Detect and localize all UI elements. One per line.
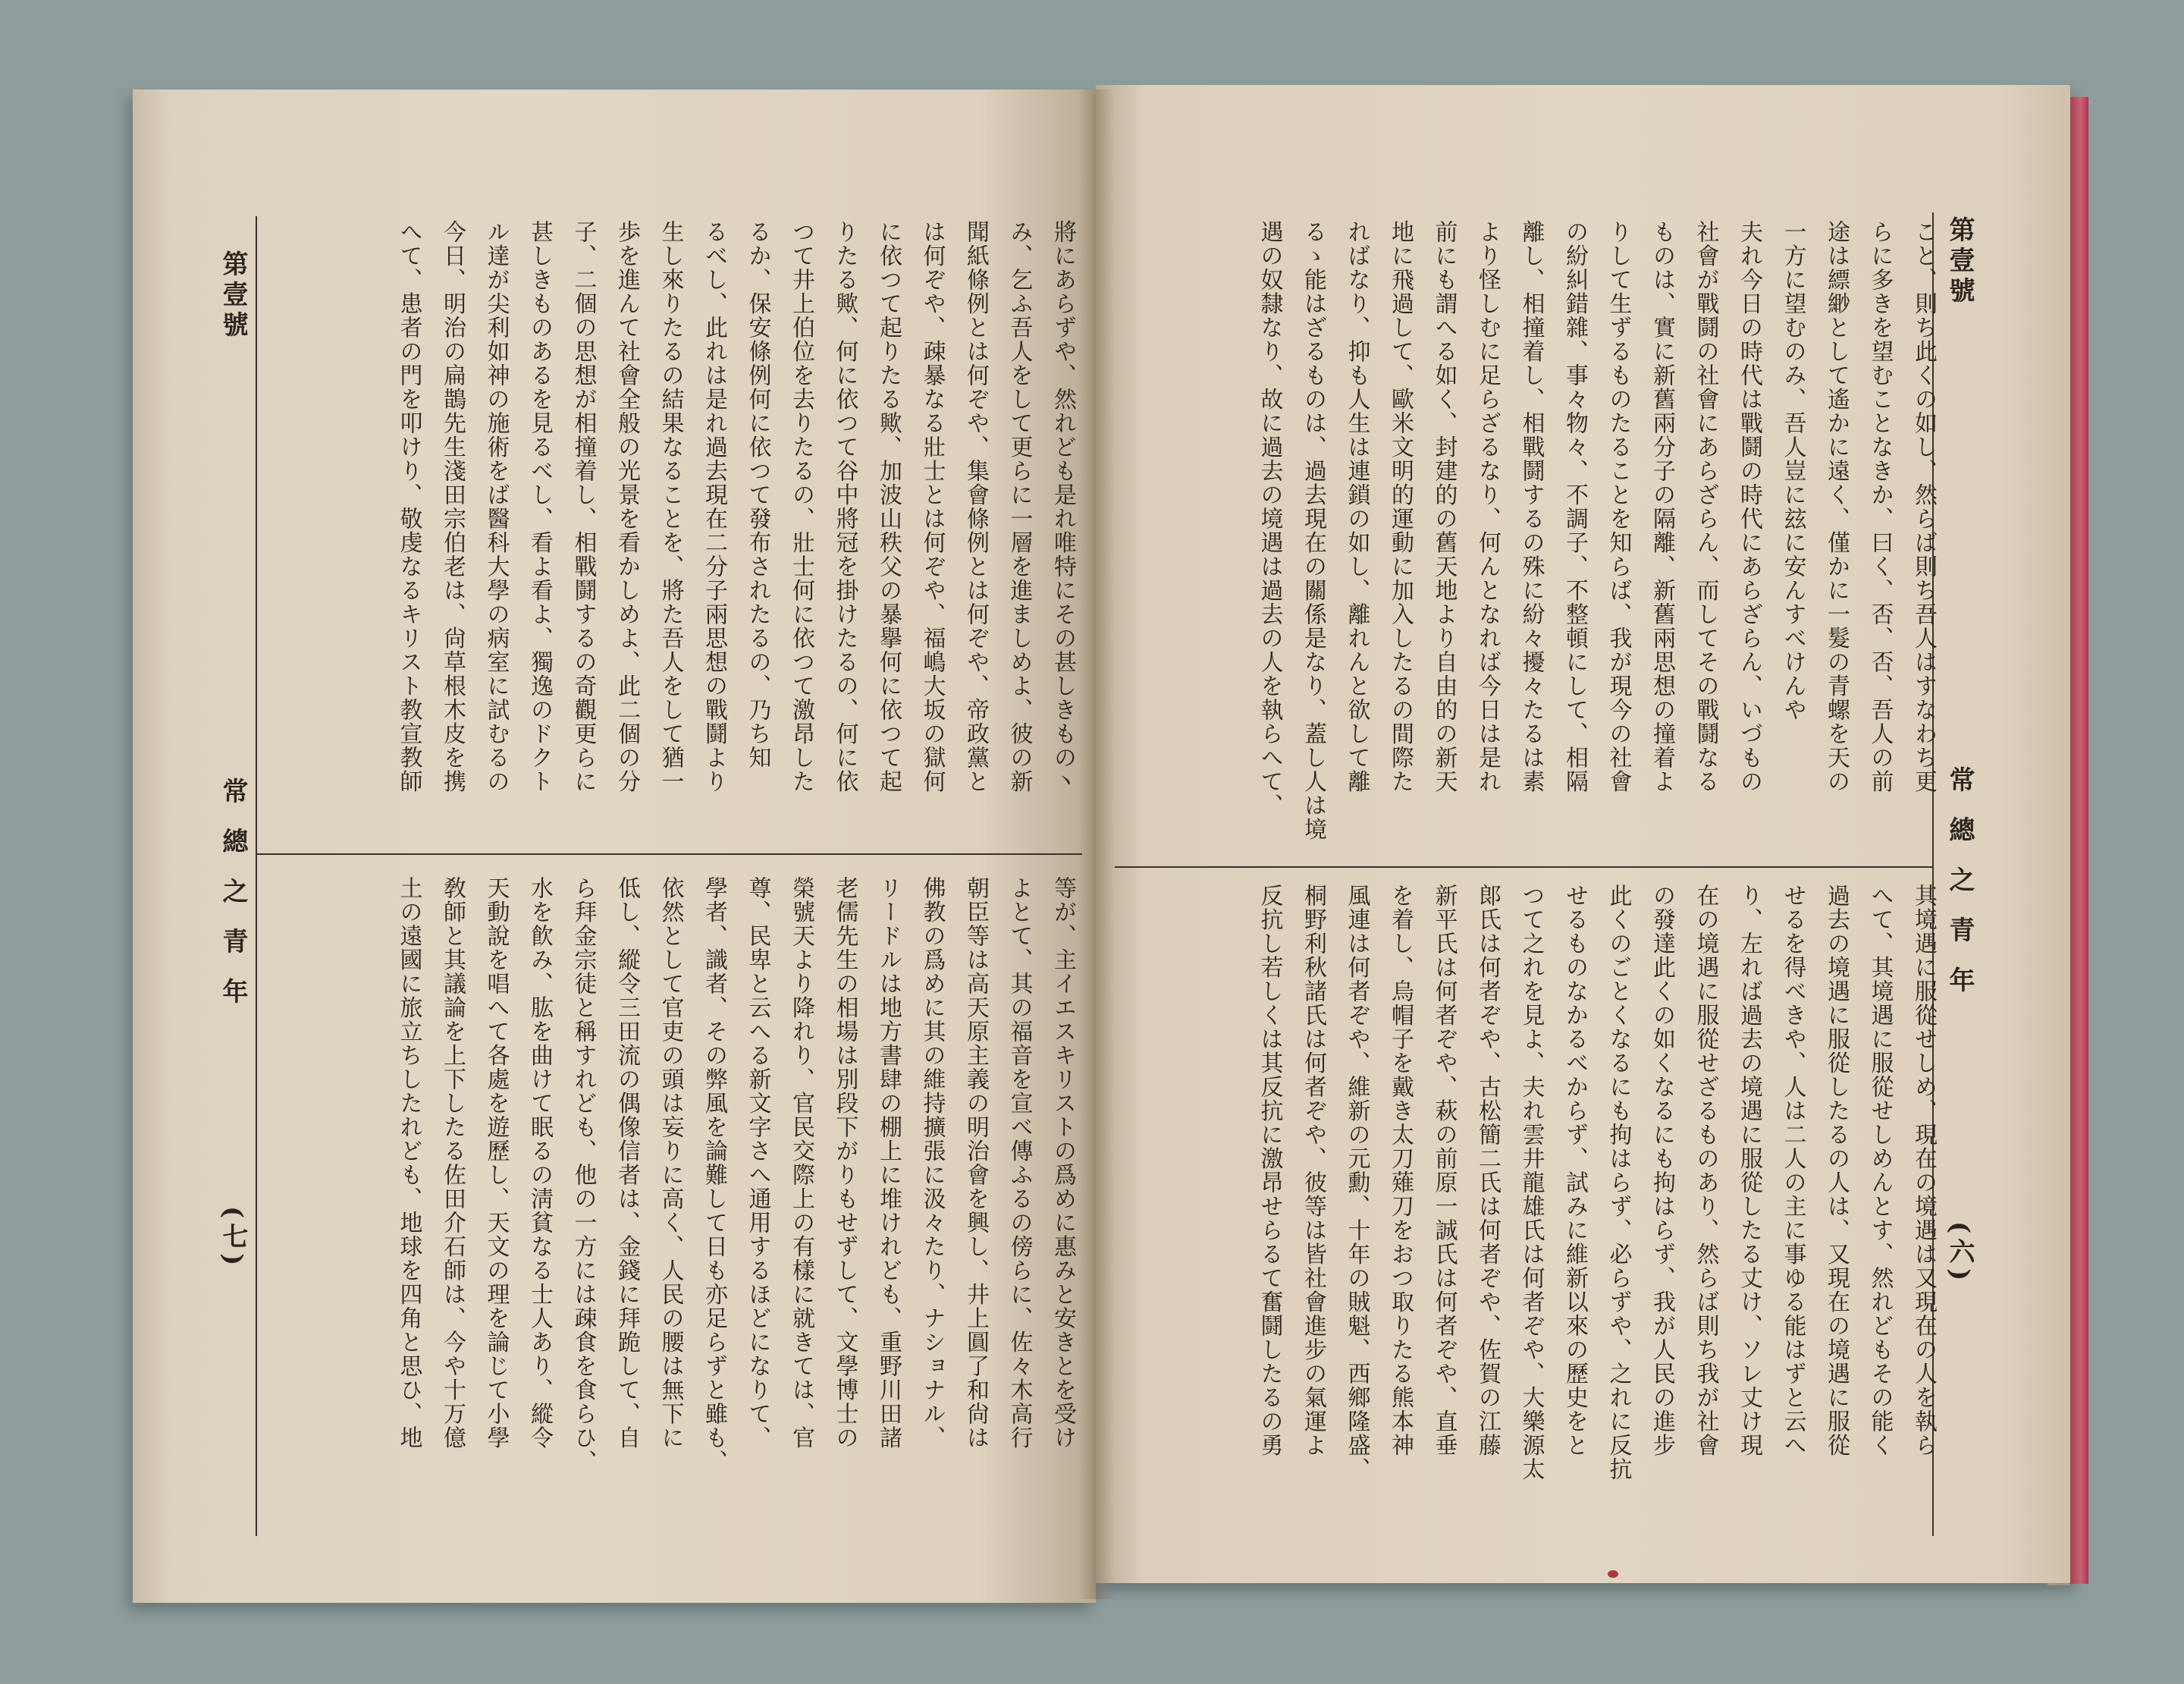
text-column: よとて、其の福音を宣べ傳ふるの傍らに、佐々木高行: [1006, 876, 1033, 1450]
text-column: 郞氏は何者ぞや、古松簡二氏は何者ぞや、佐賀の江藤: [1474, 884, 1501, 1457]
text-column: 土の遠國に旅立ちしたれども、地球を四角と思ひ、地: [395, 876, 422, 1450]
right-magazine-title: 常總之青年: [1944, 766, 1975, 1016]
left-magazine-title: 常總之青年: [218, 778, 248, 1028]
text-column: 甚しきものあるを見るべし、看よ看よ、獨逸のドクト: [526, 220, 553, 793]
text-column: 朝臣等は高天原主義の明治會を興し、井上圓了和尙は: [962, 876, 989, 1450]
left-issue-label: 第壹號: [218, 250, 248, 341]
text-column: 生し來りたるの結果なることを、將た吾人をして猶一: [657, 220, 684, 793]
text-column: せるものなかるべからず、試みに維新以來の歷史をと: [1561, 884, 1588, 1457]
text-column: へて、患者の門を叩けり、敬虔なるキリスト教宣教師: [395, 220, 422, 793]
right-top-text: [1124, 220, 1945, 842]
text-column: 社會が戰鬪の社會にあらざらん、而してその戰鬪なる: [1692, 220, 1719, 793]
text-column: ら拜金宗徒と稱すれども、他の一方には疎食を食らひ、: [570, 876, 597, 1474]
text-column: つて之れを見よ、夫れ雲井龍雄氏は何者ぞや、大樂源太: [1517, 884, 1545, 1481]
text-column: ル達が尖利如神の施術をば醫科大學の病室に試むるの: [482, 220, 510, 793]
text-column: 一方に望むのみ、吾人豈に玆に安んすべけんや: [1779, 220, 1806, 722]
left-middle-rule: [256, 853, 1082, 855]
text-column: 尊、民卑と云へる新文字さへ通用するほどになりて、: [744, 876, 771, 1450]
right-page-number: (六): [1944, 1221, 1975, 1286]
text-column: 聞紙條例とは何ぞや、集會條例とは何ぞや、帝政黨と: [962, 220, 989, 793]
text-column: ものは、實に新舊兩分子の隔離、新舊兩思想の撞着よ: [1649, 220, 1675, 793]
text-column: 反抗し若しくは其反抗に激昂せらるて奮鬪したるの勇: [1256, 884, 1283, 1457]
text-column: せるを得べきや、人は二人の主に事ゆる能はずと云へ: [1779, 884, 1806, 1457]
text-column: 新平氏は何者ぞや、萩の前原一誠氏は何者ぞや、直垂: [1430, 884, 1458, 1457]
text-column: へて、其境遇に服從せしめんとす、然れどもその能く: [1866, 884, 1894, 1457]
text-column: 將にあらずや、然れども是れ唯特にその甚しきもの丶: [1050, 220, 1076, 793]
text-column: るゝ能はざるものは、過去現在の關係是なり、蓋し人は境: [1300, 220, 1326, 841]
text-column: 佛教の爲めに其の維持擴張に汲々たり、ナショナル、: [918, 876, 946, 1450]
text-column: より怪しむに足らざるなり、何んとなれば今日は是れ: [1474, 220, 1501, 793]
text-column: 低し、縱令三田流の偶像信者は、金錢に拜跪して、自: [613, 876, 640, 1450]
right-bottom-text: [1124, 884, 1945, 1528]
text-column: 榮號天より降れり、官民交際上の有樣に就きては、官: [788, 876, 814, 1450]
text-column: 途は縹緲として遙かに遠く、僅かに一髮の青螺を天の: [1823, 220, 1850, 793]
text-column: 水を飮み、肱を曲けて眠るの淸貧なる士人あり、縱令: [526, 876, 553, 1450]
right-issue-label: 第壹號: [1944, 216, 1975, 307]
text-column: 夫れ今日の時代は戰鬪の時代にあらざらん、いづもの: [1736, 220, 1762, 793]
text-column: 過去の境遇に服從したるの人は、又現在の境遇に服從: [1823, 884, 1850, 1457]
text-column: 歩を進んて社會全般の光景を看かしめよ、此二個の分: [613, 220, 640, 793]
right-middle-rule: [1115, 866, 1934, 868]
left-bottom-text: [265, 876, 1084, 1532]
text-column: つて井上伯位を去りたるの、壯士何に依つて激昂した: [788, 220, 814, 793]
text-column: 離し、相撞着し、相戰鬪するの殊に紛々擾々たるは素: [1517, 220, 1545, 793]
text-column: は何ぞや、疎暴なる壯士とは何ぞや、福嶋大坂の獄何: [918, 220, 946, 793]
text-column: 敎師と其議論を上下したる佐田介石師は、今や十万億: [439, 876, 466, 1450]
text-column: の發達此くの如くなるにも拘はらず、我が人民の進步: [1649, 884, 1675, 1457]
text-column: リードルは地方書肆の棚上に堆けれども、重野川田諸: [875, 876, 902, 1450]
text-column: 在の境遇に服從せざるものあり、然らば則ち我が社會: [1692, 884, 1719, 1457]
text-column: ればなり、抑も人生は連鎖の如し、離れんと欲して離: [1343, 220, 1370, 793]
text-column: に依つて起りたる歟、加波山秩父の暴擧何に依つて起: [875, 220, 902, 793]
text-column: 前にも謂へる如く、封建的の舊天地より自由的の新天: [1430, 220, 1458, 793]
text-column: 學者、識者、その弊風を論難して日も亦足らずと雖も、: [701, 876, 727, 1474]
left-header-rule: [256, 216, 257, 1536]
text-column: み、乞ふ吾人をして更らに一層を進ましめよ、彼の新: [1006, 220, 1033, 793]
text-column: らに多きを望むことなきか、曰く、否、否、吾人の前: [1866, 220, 1894, 793]
text-column: るか、保安條例何に依つて發布されたるの、乃ち知: [744, 220, 771, 770]
text-column: りたる歟、何に依つて谷中將冠を掛けたるの、何に依: [831, 220, 858, 793]
text-column: 天動說を唱へて各處を遊歷し、天文の理を論じて小學: [482, 876, 510, 1450]
text-column: 此くのごとくなるにも拘はらず、必らずや、之れに反抗: [1605, 884, 1632, 1481]
text-column: 依然として官吏の頭は妄りに高く、人民の腰は無下に: [657, 876, 684, 1450]
text-column: りして生ずるものたることを知らば、我が現今の社會: [1605, 220, 1632, 793]
text-column: こと、則ち此くの如し、然らば則ち吾人はすなわち更: [1910, 220, 1937, 793]
text-column: 老儒先生の相場は別段下がりもせずして、文學博士の: [831, 876, 858, 1450]
text-column: り、左れば過去の境遇に服從したる丈け、ソレ丈け現: [1736, 884, 1762, 1457]
text-column: を着し、烏帽子を戴き太刀薙刀をおつ取りたる熊本神: [1387, 884, 1414, 1457]
red-cover-edge: [2069, 97, 2088, 1584]
text-column: 今日、明治の扁鵲先生淺田宗伯老は、尙草根木皮を携: [439, 220, 466, 793]
left-top-text: [265, 220, 1084, 842]
text-column: 地に飛過して、歐米文明的運動に加入したるの間際た: [1387, 220, 1414, 793]
text-column: 風連は何者ぞや、維新の元勳、十年の賊魁、西鄉隆盛、: [1343, 884, 1370, 1481]
text-column: 子、二個の思想が相撞着し、相戰鬪するの奇觀更らに: [570, 220, 597, 793]
text-column: 其境遇に服從せしめ、現在の境遇は又現在の人を執ら: [1910, 884, 1937, 1457]
text-column: 等が、主イエスキリストの爲めに惠みと安きとを受け: [1050, 876, 1076, 1450]
red-stain-mark: [1608, 1570, 1618, 1578]
left-page-number: (七): [218, 1206, 248, 1271]
text-column: 遇の奴隸なり、故に過去の境遇は過去の人を執らへて、: [1256, 220, 1283, 818]
text-column: の紛糾錯雜、事々物々、不調子、不整頓にして、相隔: [1561, 220, 1588, 793]
text-column: 桐野利秋諸氏は何者ぞや、彼等は皆社會進步の氣運よ: [1300, 884, 1326, 1457]
text-column: るべし、此れは是れ過去現在二分子兩思想の戰鬪より: [701, 220, 727, 793]
